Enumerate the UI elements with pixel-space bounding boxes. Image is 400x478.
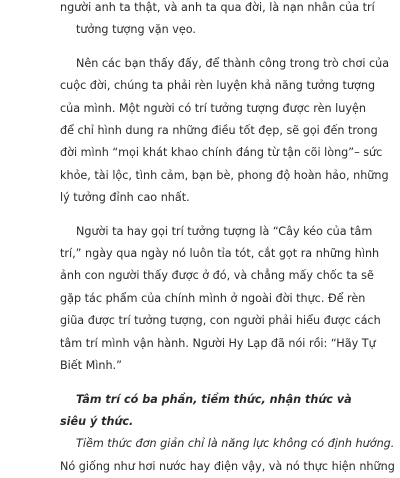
paragraph-imagination [60,53,390,210]
text-line: tưởng tượng vặn vẹo. [76,23,196,37]
text-line: lý tưởng đỉnh cao nhất. [60,191,190,205]
text-line: người anh ta thật, và anh ta qua đời, là nạn nhân của trí [60,1,375,14]
paragraph-continuation [60,0,380,42]
text-line: giũa được trí tưởng tượng, con người phải hiểu được cách [60,314,381,328]
text-line: ảnh con người thấy được ở đó, và chẳng mấy chốc ta sẽ [60,269,374,283]
text-line: gặp tác phẩm của chính mình ở ngoài đời thực. Để rèn [60,291,366,305]
text-line: Người ta hay gọi trí tưởng tượng là “Cây kéo của tâm [76,224,373,238]
text-line: Nó giống như hơi nước hay điện vậy, và nó thực hiện những [60,459,395,473]
text-line: đời mình “mọi khát khao chính đáng từ tận cõi lòng”– sức [60,146,383,160]
text-line: trí,” ngày qua ngày nó luôn tỉa tót, cắt gọt ra những hình [60,247,380,261]
text-line: cuộc đời, chúng ta phải rèn luyện khả năng tưởng tượng [60,79,376,93]
text-line: để chỉ hình dung ra những điều tốt đẹp, sẽ gọi đến trong [60,124,378,138]
text-line: tâm trí mình vận hành. Người Hy Lạp đã nói rồi: “Hãy Tự [60,336,376,350]
text-line: Tiềm thức đơn giản chỉ là năng lực không có định hướng. [76,437,395,451]
text-line: khỏe, tài lộc, tình cảm, bạn bè, phong độ hoàn hảo, những [60,168,389,182]
text-line: của mình. Một người có trí tưởng tượng được rèn luyện [60,101,366,115]
paragraph-scissors [60,221,380,378]
paragraph-subconscious [60,433,395,478]
section-heading: Tâm trí có ba phần, tiềm thức, nhận thức và siêu ý thức. [60,392,352,428]
text-line: Biết Mình.” [60,359,122,373]
text-line: Nên các bạn thấy đấy, để thành công trong trò chơi của [76,56,390,70]
